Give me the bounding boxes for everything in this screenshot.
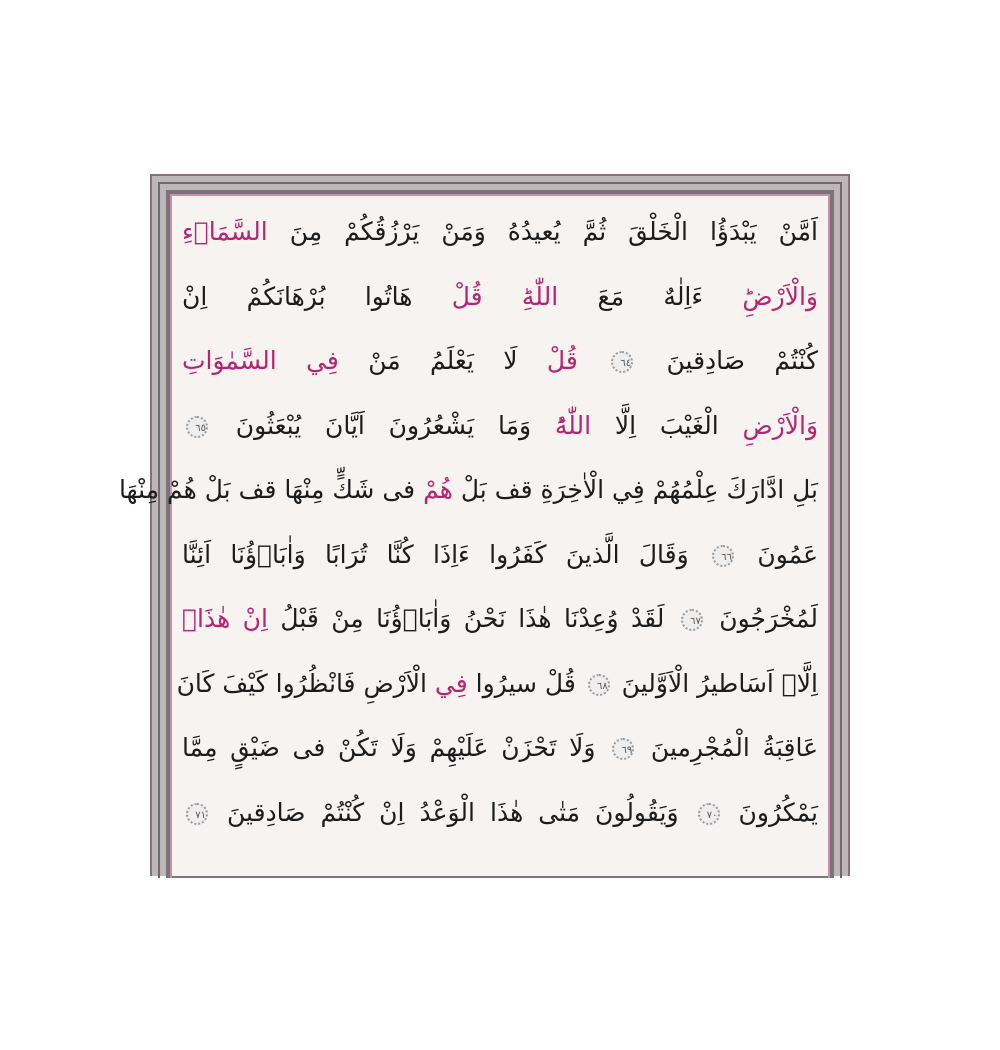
verse-text: عَمُونَ <box>738 539 819 569</box>
ayah-number-marker: ٦٩ <box>612 738 634 760</box>
verse-text: لَقَدْ وُعِدْنَا هٰذَا نَحْنُ وَاٰبَاۤؤُنَا مِنْ قَبْلُ <box>267 604 677 633</box>
ayah-number-marker: ٦٤ <box>611 351 633 373</box>
verse-text: كُنْتُمْ صَادِقينَ <box>637 346 818 375</box>
highlighted-word: وَالْاَرْضِ <box>742 410 819 440</box>
text-line <box>182 200 818 265</box>
verse-text: ءَاِلٰهٌ مَعَ <box>558 281 743 311</box>
text-line <box>182 716 818 781</box>
verse-text: لَا يَعْلَمُ مَنْ <box>338 346 547 375</box>
verse-text: عَاقِبَةُ الْمُجْرِمينَ <box>638 733 818 762</box>
ayah-number-marker: ٦٨ <box>588 674 610 696</box>
text-line <box>182 523 818 588</box>
highlighted-word: فِي السَّمٰوَاتِ <box>182 346 339 375</box>
mushaf-page <box>118 196 828 876</box>
text-line <box>176 652 818 717</box>
verse-text: وَقَالَ الَّذينَ كَفَرُوا ءَاِذَا كُنَّا تُرَابًا وَاٰبَاۤؤُنَا اَئِنَّا <box>182 539 709 569</box>
verse-text: اِلَّاۤ اَسَاطيرُ الْاَوَّلينَ <box>613 668 818 698</box>
text-line <box>182 394 818 459</box>
highlighted-word: قُلْ <box>546 346 608 375</box>
verse-text: فى شَكٍّ مِنْهَا قف بَلْ هُمْ مِنْهَا <box>118 475 424 504</box>
verse-text: وَمَا يَشْعُرُونَ اَيَّانَ يُبْعَثُونَ <box>212 410 555 440</box>
verse-text: وَيَقُولُونَ مَتٰى هٰذَا الْوَعْدُ اِنْ كُنْتُمْ صَادِقينَ <box>212 797 694 827</box>
highlighted-word: وَالْاَرْضِؕ <box>742 281 818 311</box>
ayah-number-marker: ٦٧ <box>681 609 703 631</box>
verse-text: هَاتُوا بُرْهَانَكُمْ اِنْ <box>182 281 452 311</box>
text-line <box>182 329 818 394</box>
verse-text: اَمَّنْ يَبْدَؤُا الْخَلْقَ ثُمَّ يُعيدُهُ وَمَنْ يَرْزُقُكُمْ مِنَ <box>267 217 818 246</box>
text-line <box>182 265 818 330</box>
highlighted-word: اللّٰهِؕ قُلْ <box>451 281 559 311</box>
highlighted-word: هُمْ <box>423 475 453 504</box>
highlighted-word: السَّمَاۤءِ <box>182 217 268 246</box>
verse-text: قُلْ سيرُوا <box>467 668 584 698</box>
highlighted-word: اللّٰهُؕ <box>554 410 592 440</box>
ayah-number-marker: ٧٠ <box>698 803 720 825</box>
ayah-number-marker: ٦٦ <box>712 545 734 567</box>
highlighted-word: فِي <box>434 668 468 698</box>
text-line <box>182 587 818 652</box>
ayah-number-marker: ٦٥ <box>186 416 208 438</box>
highlighted-word: اِنْ هٰذَاۤ <box>182 604 268 633</box>
verse-text: يَمْكُرُونَ <box>723 797 818 827</box>
verse-text: بَلِ ادَّارَكَ عِلْمُهُمْ فِي الْاٰخِرَةِ قف بَلْ <box>452 475 818 504</box>
verse-text: لَمُخْرَجُونَ <box>706 604 818 633</box>
verse-text: الْاَرْضِ فَانْظُرُوا كَيْفَ كَانَ <box>176 668 435 698</box>
text-line <box>182 781 818 846</box>
verse-text: وَلَا تَحْزَنْ عَلَيْهِمْ وَلَا تَكُنْ فى ضَيْقٍ مِمَّا <box>182 733 609 762</box>
ayah-number-marker: ٧١ <box>186 803 208 825</box>
text-line <box>118 458 818 523</box>
verse-text: الْغَيْبَ اِلَّا <box>591 410 743 440</box>
